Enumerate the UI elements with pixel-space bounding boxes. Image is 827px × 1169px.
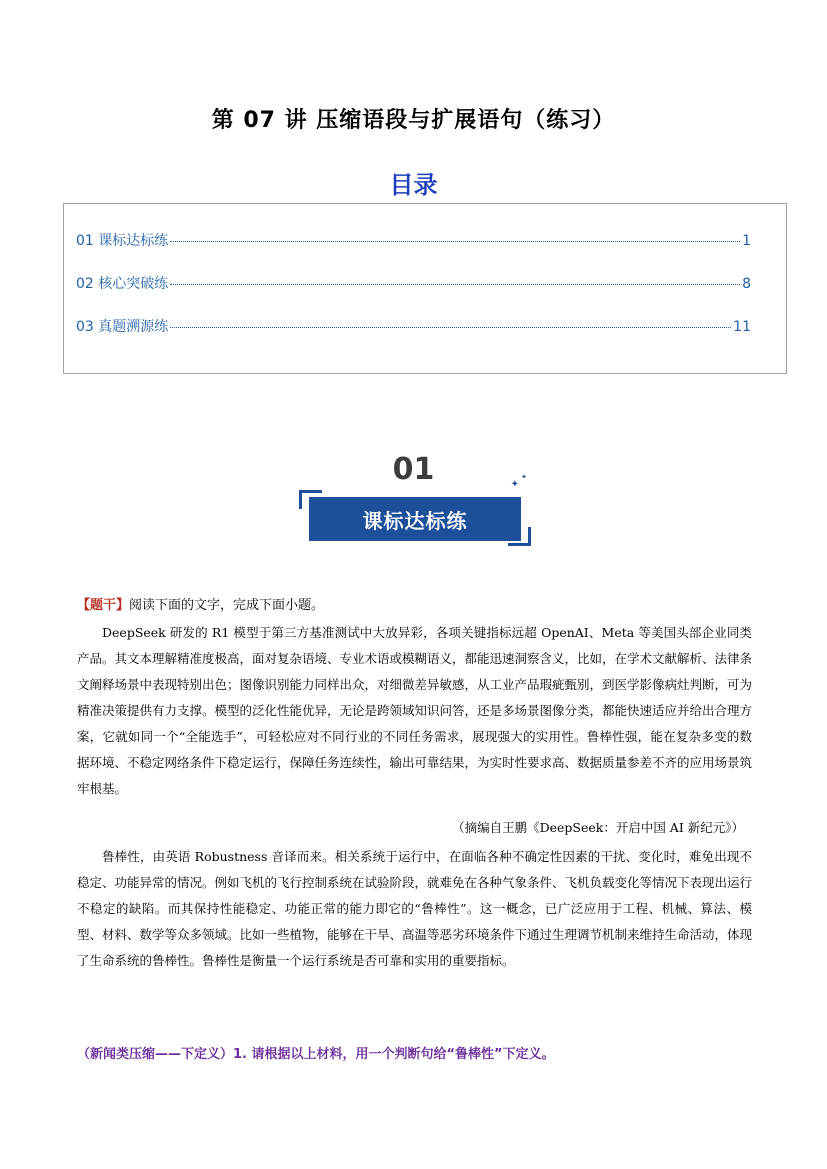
table-of-contents — [63, 203, 787, 374]
toc-leader — [170, 284, 740, 285]
sparkle-icon: ✦ — [510, 479, 519, 490]
toc-heading: 目录 — [389, 171, 438, 199]
stem-text: 阅读下面的文字，完成下面小题。 — [129, 598, 325, 613]
question-stem — [77, 594, 324, 613]
question-text: （新闻类压缩——下定义）1. 请根据以上材料，用一个判断句给“鲁棒性”下定义。 — [77, 1047, 555, 1062]
toc-leader — [170, 327, 731, 328]
toc-item[interactable] — [76, 230, 751, 250]
passage-paragraph: DeepSeek 研发的 R1 模型于第三方基准测试中大放异彩，各项关键指标远超 OpenAI、Meta 等美国头部企业同类产品。其文本理解精准度极高，面对复杂语境、专业术语或模糊语义，都能迅速洞察含义，比如，在学术文献解析、法律条文阐释场景中表现特别出色；图像识别能力同样出众，对细微差异敏感，从工业产品瑕疵甄别，到医学影像病灶判断，可为精准决策提供有力支撑。模型的泛化性能优异，无论是跨领域知识问答，还是多场景图像分类，都能快速适应并给出合理方案，它就如同一个“全能选手”，可轻松应对不同行业的不同任务需求，展现强大的实用性。鲁棒性强，能在复杂多变的数据环境、不稳定网络条件下稳定运行，保障任务连续性，输出可靠结果，为实时性要求高、数据质量参差不齐的应用场景筑牢根基。 — [77, 625, 753, 796]
toc-item-label[interactable]: 03 真题溯源练 — [76, 319, 169, 335]
section-badge-label: 课标达标练 — [309, 497, 521, 541]
section-number: 01 — [392, 452, 435, 487]
toc-item[interactable] — [76, 273, 751, 293]
toc-item-page[interactable]: 11 — [733, 319, 751, 335]
passage-paragraph: 鲁棒性，由英语 Robustness 音译而来。相关系统于运行中，在面临各种不确定性因素的干扰、变化时，难免出现不稳定、功能异常的情况。例如飞机的飞行控制系统在试验阶段，就难免在各种气象条件、飞机负载变化等情况下表现出运行不稳定的缺陷。而其保持性能稳定、功能正常的能力即它的“鲁棒性”。这一概念，已广泛应用于工程、机械、算法、模型、材料、数学等众多领域。比如一些植物，能够在干旱、高温等恶劣环境条件下通过生理调节机制来维持生命活动，体现了生命系统的鲁棒性。鲁棒性是衡量一个运行系统是否可靠和实用的重要指标。 — [77, 849, 753, 968]
toc-item-label[interactable]: 02 核心突破练 — [76, 276, 169, 292]
section-badge — [299, 473, 531, 546]
toc-item-label[interactable]: 01 课标达标练 — [76, 233, 169, 249]
toc-item-page[interactable]: 8 — [742, 276, 751, 292]
stem-tag: 【题干】 — [77, 598, 130, 613]
toc-item[interactable] — [76, 316, 751, 336]
toc-item-page[interactable]: 1 — [742, 233, 751, 249]
toc-leader — [170, 241, 740, 242]
sparkle-icon: ✦ — [521, 473, 527, 481]
page-title: 第 07 讲 压缩语段与扩展语句（练习） — [211, 108, 616, 133]
passage-source: （摘编自王鹏《DeepSeek：开启中国 AI 新纪元》） — [452, 820, 744, 835]
